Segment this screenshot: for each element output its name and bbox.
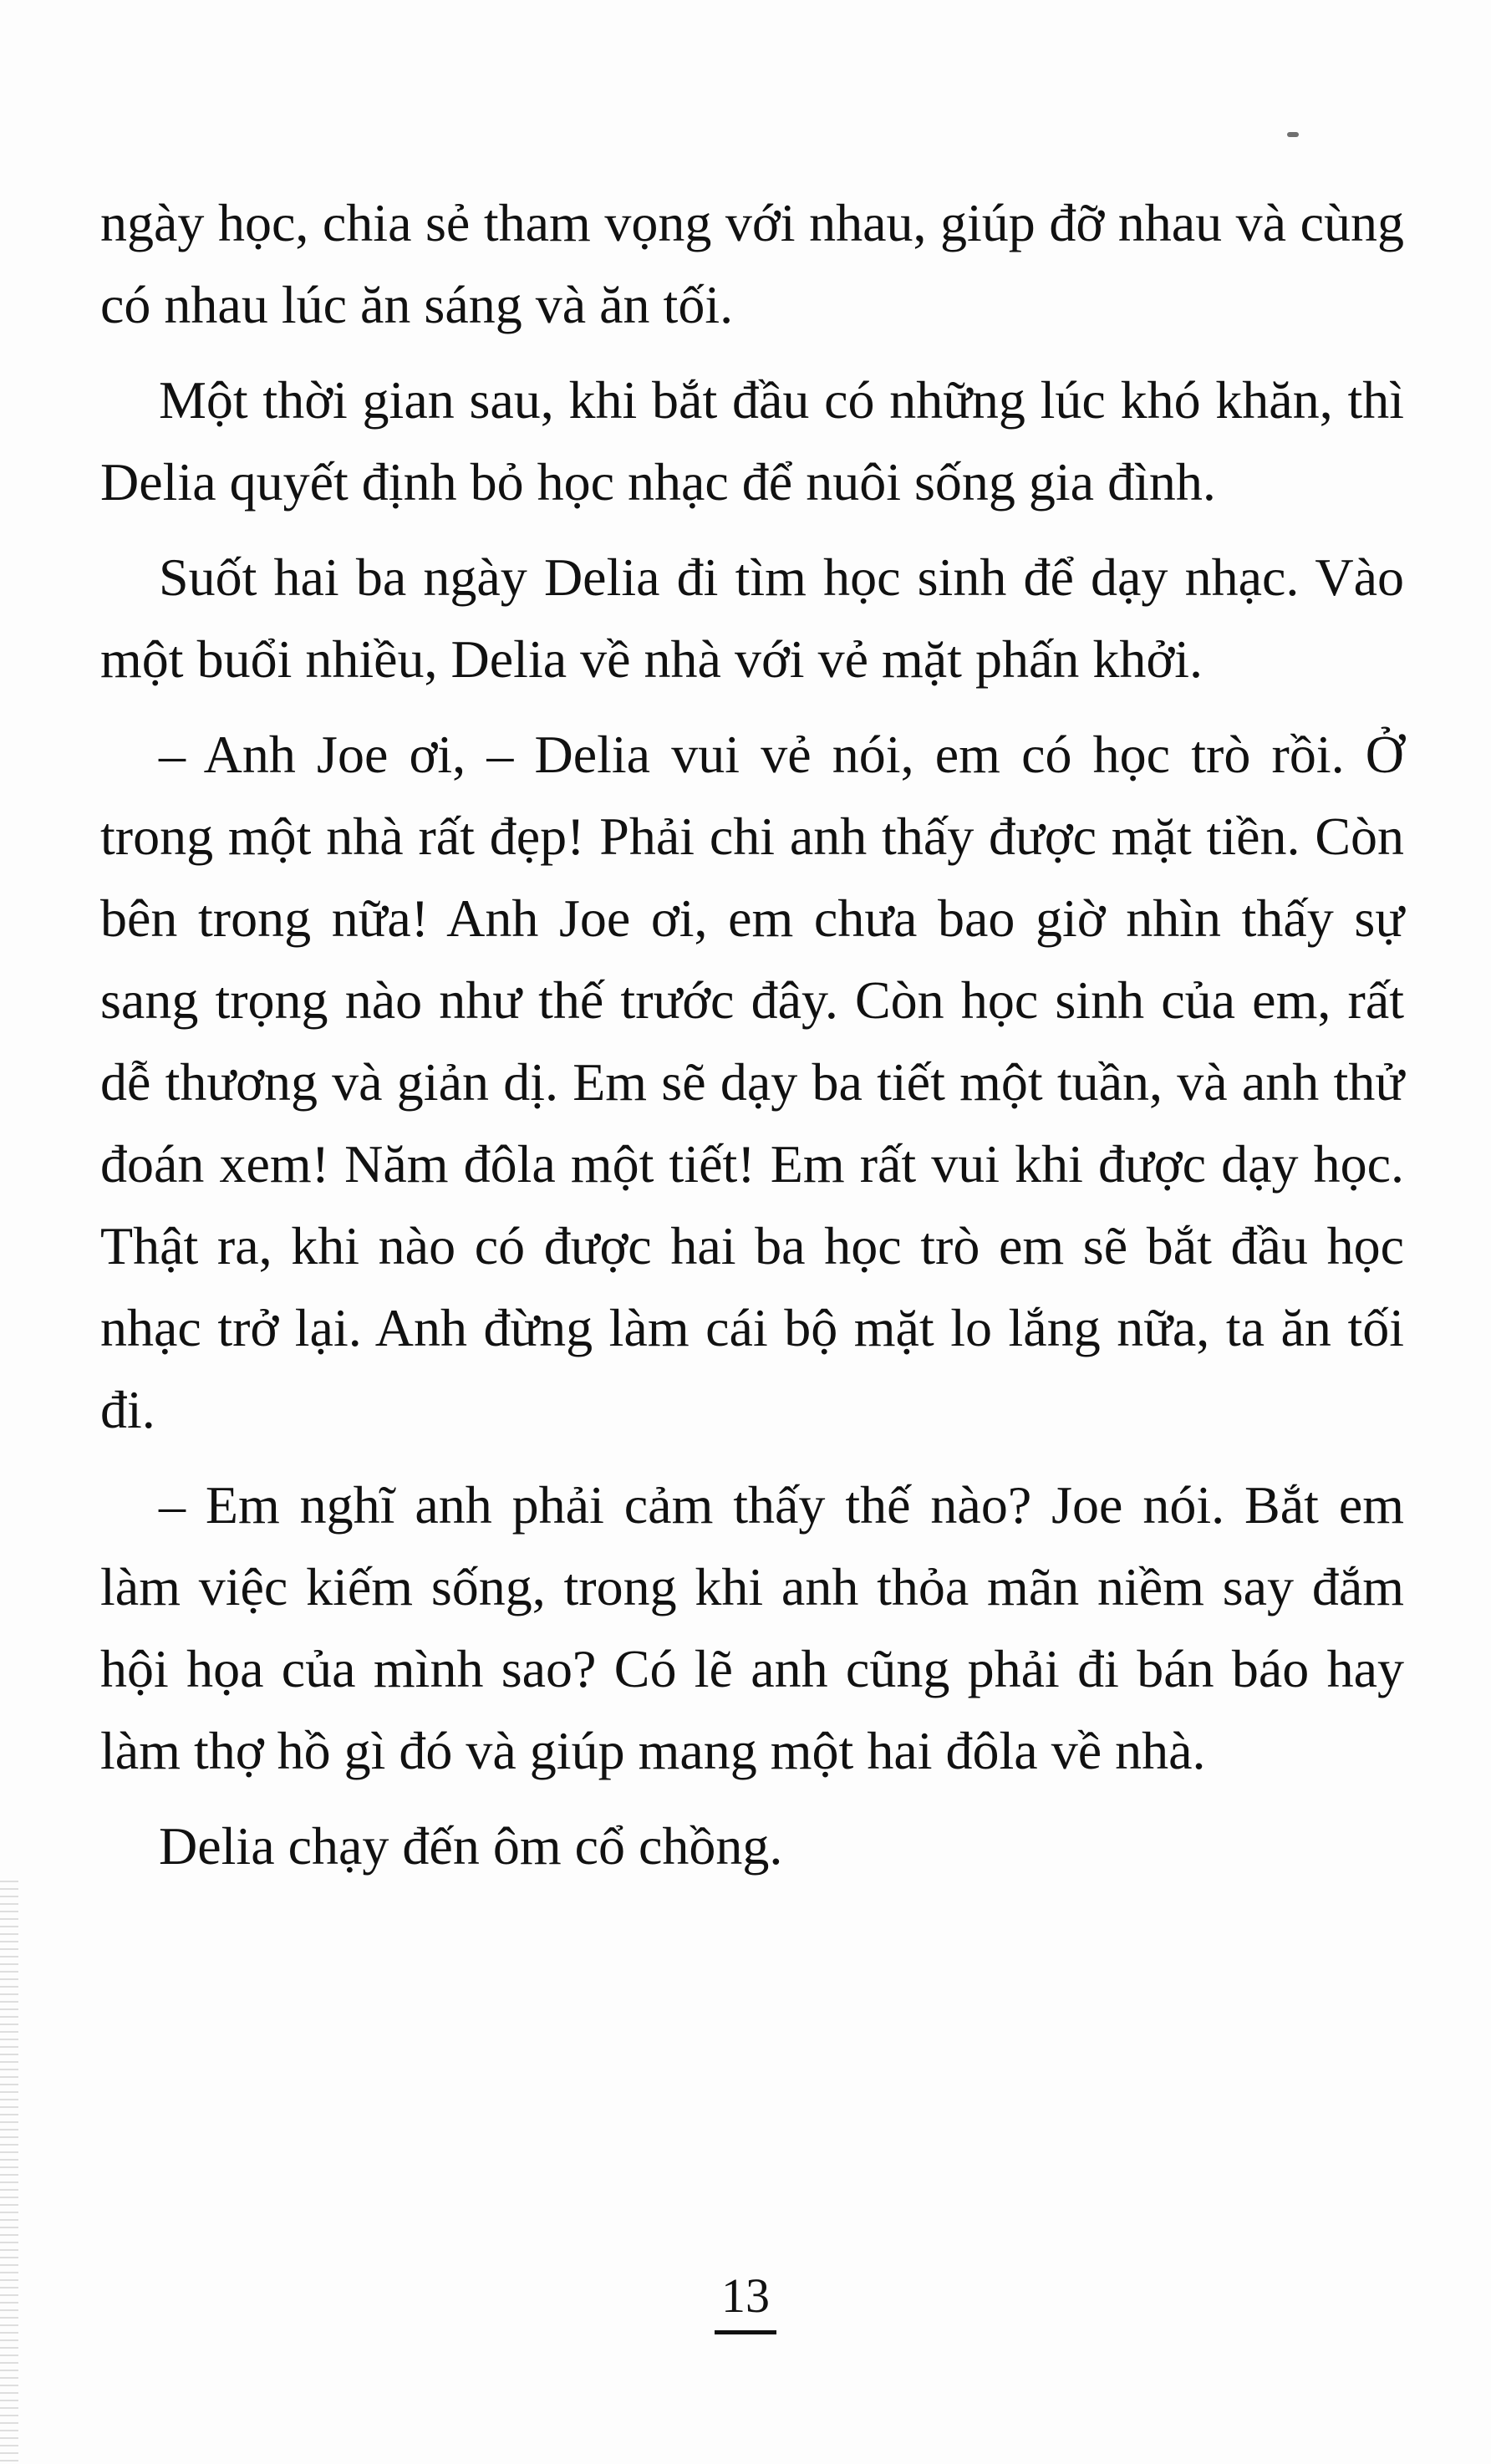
page-number: 13 [715, 2267, 776, 2334]
paragraph-3: Suốt hai ba ngày Delia đi tìm học sinh để dạy nhạc. Vào một buổi nhiều, Delia về nhà với vẻ mặt phấn khởi. [100, 547, 1404, 689]
body-text [100, 182, 1404, 1901]
paragraph-4: – Anh Joe ơi, – Delia vui vẻ nói, em có học trò rồi. Ở trong một nhà rất đẹp! Phải chi anh thấy được mặt tiền. Còn bên trong nữa! Anh Joe ơi, em chưa bao giờ nhìn thấy sự sang trọng nào như thế trước đây. Còn học sinh của em, rất dễ thương và giản dị. Em sẽ dạy ba tiết một tuần, và anh thử đoán xem! Năm đôla một tiết! Em rất vui khi được dạy học. Thật ra, khi nào có được hai ba học trò em sẽ bắt đầu học nhạc trở lại. Anh đừng làm cái bộ mặt lo lắng nữa, ta ăn tối đi. [100, 725, 1404, 1439]
scan-edge-shadow [0, 1881, 18, 2464]
paragraph-1: ngày học, chia sẻ tham vọng với nhau, giúp đỡ nhau và cùng có nhau lúc ăn sáng và ăn tối. [100, 193, 1404, 334]
paragraph-5: – Em nghĩ anh phải cảm thấy thế nào? Joe nói. Bắt em làm việc kiếm sống, trong khi anh thỏa mãn niềm say đắm hội họa của mình sao? Có lẽ anh cũng phải đi bán báo hay làm thợ hồ gì đó và giúp mang một hai đôla về nhà. [100, 1475, 1404, 1780]
paragraph-6: Delia chạy đến ôm cổ chồng. [159, 1816, 783, 1876]
page-number-footer [0, 2267, 1491, 2334]
print-speck [1287, 132, 1299, 137]
paragraph-2: Một thời gian sau, khi bắt đầu có những lúc khó khăn, thì Delia quyết định bỏ học nhạc để nuôi sống gia đình. [100, 370, 1404, 512]
